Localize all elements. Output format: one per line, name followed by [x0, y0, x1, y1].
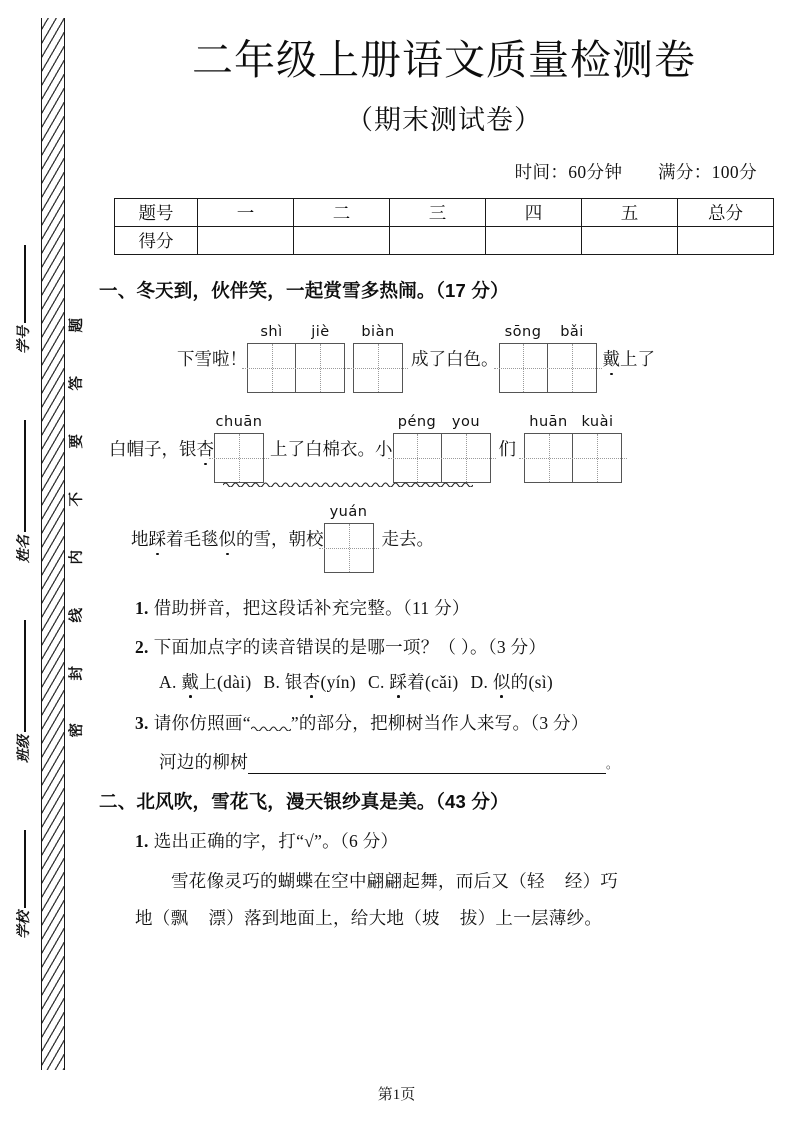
cloze-text-segment: 走去。: [381, 529, 434, 550]
pinyin-hint: biàn: [361, 323, 395, 340]
page-number-label: 第1页: [377, 1087, 416, 1103]
passage-line-2c[interactable]: 拔）上一层薄纱。: [459, 907, 603, 928]
question-options: [135, 669, 793, 694]
option-pinyin: (sì): [528, 671, 553, 692]
score-table-cell: 二: [294, 198, 390, 226]
seal-field-school: [10, 830, 40, 942]
tianzige-grid[interactable]: [524, 433, 622, 483]
seal-field-class: [10, 620, 40, 766]
cloze-row-2: [95, 407, 793, 483]
score-entry-cell[interactable]: [486, 226, 582, 254]
seal-rule: [24, 420, 26, 532]
option-pinyin: (yín): [320, 671, 356, 692]
question-text-b: ”的部分，把柳树当作人来写。（3 分）: [290, 712, 589, 733]
seal-field-student-id: [10, 245, 40, 357]
pinyin-hint: huān kuài: [529, 413, 614, 430]
option-a[interactable]: [159, 672, 251, 692]
score-entry-cell[interactable]: [198, 226, 294, 254]
answer-prompt: 河边的柳树: [159, 751, 248, 772]
question-2-1: [95, 828, 793, 853]
question-1-1: [95, 595, 793, 620]
seal-hatch-band: [41, 18, 65, 1070]
question-text-a: 请你仿照画“: [153, 712, 251, 733]
seal-char: 线: [68, 607, 85, 623]
tianzige-cell[interactable]: [296, 344, 344, 392]
option-pinyin: (dài): [216, 671, 252, 692]
cloze-text-segment: 下雪啦！: [177, 349, 247, 370]
seal-rule: [24, 830, 26, 908]
score-table-cell: 五: [582, 198, 678, 226]
tianzige-cell[interactable]: [354, 344, 402, 392]
option-word-rest: 的: [510, 671, 529, 692]
passage-line-2a[interactable]: 地（飘: [135, 907, 189, 928]
seal-field-label: 姓名: [17, 535, 32, 563]
question-1-2: [95, 634, 793, 694]
exam-paper: [95, 0, 793, 1122]
passage-line-1a[interactable]: 雪花像灵巧的蝴蝶在空中翩翩起舞，而后又（轻: [171, 870, 545, 891]
cloze-text-segment: 上了白棉衣。小: [270, 439, 393, 460]
score-table-cell: 三: [390, 198, 486, 226]
question-text: 选出正确的字，打“√”。（6 分）: [153, 830, 399, 851]
tianzige-bian[interactable]: [345, 317, 403, 393]
option-word-pre: 银: [284, 671, 303, 692]
cloze-text-segment: 成了白色。: [411, 349, 499, 370]
tianzige-cell[interactable]: [325, 524, 373, 572]
option-dotted-char: 戴: [181, 671, 200, 692]
seal-char: 封: [68, 665, 85, 681]
tianzige-yuan[interactable]: [324, 497, 374, 573]
score-table: [114, 198, 774, 255]
score-entry-cell[interactable]: [582, 226, 678, 254]
tianzige-cell[interactable]: [525, 434, 573, 482]
option-dotted-char: 似: [492, 671, 511, 692]
total-score-label: 满分：100分: [657, 161, 757, 182]
option-c[interactable]: [368, 672, 459, 692]
answer-period: 。: [606, 756, 619, 771]
option-letter: A.: [159, 671, 177, 692]
section-1-heading: 一、冬天到，伙伴笑，一起赏雪多热闹。（17 分）: [99, 279, 509, 301]
pinyin-hint: yuán: [329, 503, 368, 520]
wavy-underline-inline: [251, 724, 291, 731]
section-2-passage: [95, 863, 793, 937]
question-text: 借助拼音，把这段话补充完整。（11 分）: [153, 597, 470, 618]
passage-line-1b[interactable]: 经）巧: [564, 870, 619, 891]
option-letter: D.: [470, 671, 489, 692]
tianzige-grid[interactable]: [214, 433, 264, 483]
score-table-cell: 四: [486, 198, 582, 226]
tianzige-cell[interactable]: [215, 434, 263, 482]
seal-char: 不: [68, 491, 85, 507]
pinyin-hint: shì jiè: [260, 323, 330, 340]
tianzige-cell[interactable]: [442, 434, 490, 482]
option-letter: B.: [263, 671, 281, 692]
score-entry-cell[interactable]: [390, 226, 486, 254]
score-entry-cell[interactable]: [294, 226, 390, 254]
wavy-underline: [223, 480, 473, 487]
tianzige-cell[interactable]: [573, 434, 621, 482]
seal-rule: [24, 620, 26, 732]
pinyin-hint: péng you: [397, 413, 481, 430]
cloze-lead: 地: [131, 529, 149, 550]
pinyin-hint: chuān: [215, 413, 263, 430]
table-row: [115, 198, 774, 226]
tianzige-grid[interactable]: [499, 343, 597, 393]
seal-char: 要: [68, 433, 85, 449]
seal-field-label: 学校: [17, 911, 32, 939]
tianzige-grid[interactable]: [353, 343, 403, 393]
score-table-rowhead: 得分: [115, 226, 198, 254]
option-dotted-char: 杏: [302, 671, 321, 692]
question-number: 3.: [135, 712, 149, 733]
tianzige-cell[interactable]: [500, 344, 548, 392]
cloze-row-1: [95, 317, 793, 393]
question-text[interactable]: 下面加点字的读音错误的是哪一项？（ ）。（3 分）: [153, 636, 547, 657]
emphasis-dot-char: 戴: [602, 349, 620, 370]
tianzige-chuan[interactable]: [214, 407, 264, 483]
passage-line-2b[interactable]: 漂）落到地面上，给大地（坡: [208, 907, 440, 928]
cloze-text-segment: [131, 497, 324, 573]
tianzige-cell[interactable]: [548, 344, 596, 392]
tianzige-grid[interactable]: [393, 433, 491, 483]
cloze-text-segment: [597, 317, 656, 393]
emphasis-dot-char: 踩: [148, 529, 166, 550]
seal-char: 题: [68, 318, 85, 333]
answer-row: [135, 749, 793, 774]
cloze-row-3: [95, 497, 793, 573]
cloze-text-segment: [109, 407, 214, 483]
seal-field-label: 学号: [17, 326, 32, 354]
option-letter: C.: [367, 671, 385, 692]
tianzige-grid[interactable]: [247, 343, 345, 393]
score-table-cell: 一: [198, 198, 294, 226]
page-title: 二年级上册语文质量检测卷: [192, 37, 696, 83]
exam-meta: [95, 137, 793, 184]
cloze-lead: 白帽子，银: [109, 439, 197, 460]
answer-blank-line[interactable]: [248, 758, 606, 774]
option-dotted-char: 踩: [389, 671, 408, 692]
cloze-tail: 上了: [620, 349, 655, 370]
page-footer: [0, 1083, 793, 1104]
page-subtitle: （期末测试卷）: [346, 104, 542, 135]
score-table-rowhead: 题号: [115, 198, 198, 226]
seal-char: 答: [68, 375, 85, 391]
emphasis-dot-char: 杏: [196, 439, 214, 460]
question-number: 1.: [135, 830, 149, 851]
option-d[interactable]: [471, 672, 553, 692]
seal-sidebar: [0, 0, 95, 1122]
tianzige-cell[interactable]: [394, 434, 442, 482]
section-2-heading: 二、北风吹，雪花飞，漫天银纱真是美。（43 分）: [99, 790, 509, 812]
option-pinyin: (cǎi): [424, 671, 459, 692]
seal-inner-text-column: [64, 318, 90, 738]
seal-char: 内: [68, 549, 85, 565]
score-entry-cell[interactable]: [678, 226, 774, 254]
option-b[interactable]: [263, 672, 356, 692]
cloze-text-segment: 们: [498, 439, 516, 460]
option-word-rest: 着: [407, 671, 425, 692]
tianzige-pengyou[interactable]: [393, 407, 491, 483]
table-row: [115, 226, 774, 254]
question-1-3: [95, 710, 793, 774]
option-word-rest: 上: [199, 671, 217, 692]
emphasis-dot-char: 似: [218, 529, 236, 550]
question-number: 1.: [135, 597, 149, 618]
pinyin-hint: sōng bǎi: [504, 323, 584, 340]
cloze-mid2: 的雪，朝校: [236, 529, 324, 550]
cloze-mid: 着毛毯: [166, 529, 219, 550]
seal-char: 密: [68, 723, 85, 738]
score-table-cell: 总分: [678, 198, 774, 226]
question-number: 2.: [135, 636, 149, 657]
tianzige-songbai[interactable]: [499, 317, 597, 393]
tianzige-huankuai[interactable]: [524, 407, 622, 483]
seal-field-label: 班级: [17, 735, 32, 763]
seal-field-name: [10, 420, 40, 566]
seal-rule: [24, 245, 26, 323]
tianzige-grid[interactable]: [324, 523, 374, 573]
time-limit-label: 时间：60分钟: [514, 161, 623, 182]
tianzige-cell[interactable]: [248, 344, 296, 392]
tianzige-shijie[interactable]: [247, 317, 345, 393]
